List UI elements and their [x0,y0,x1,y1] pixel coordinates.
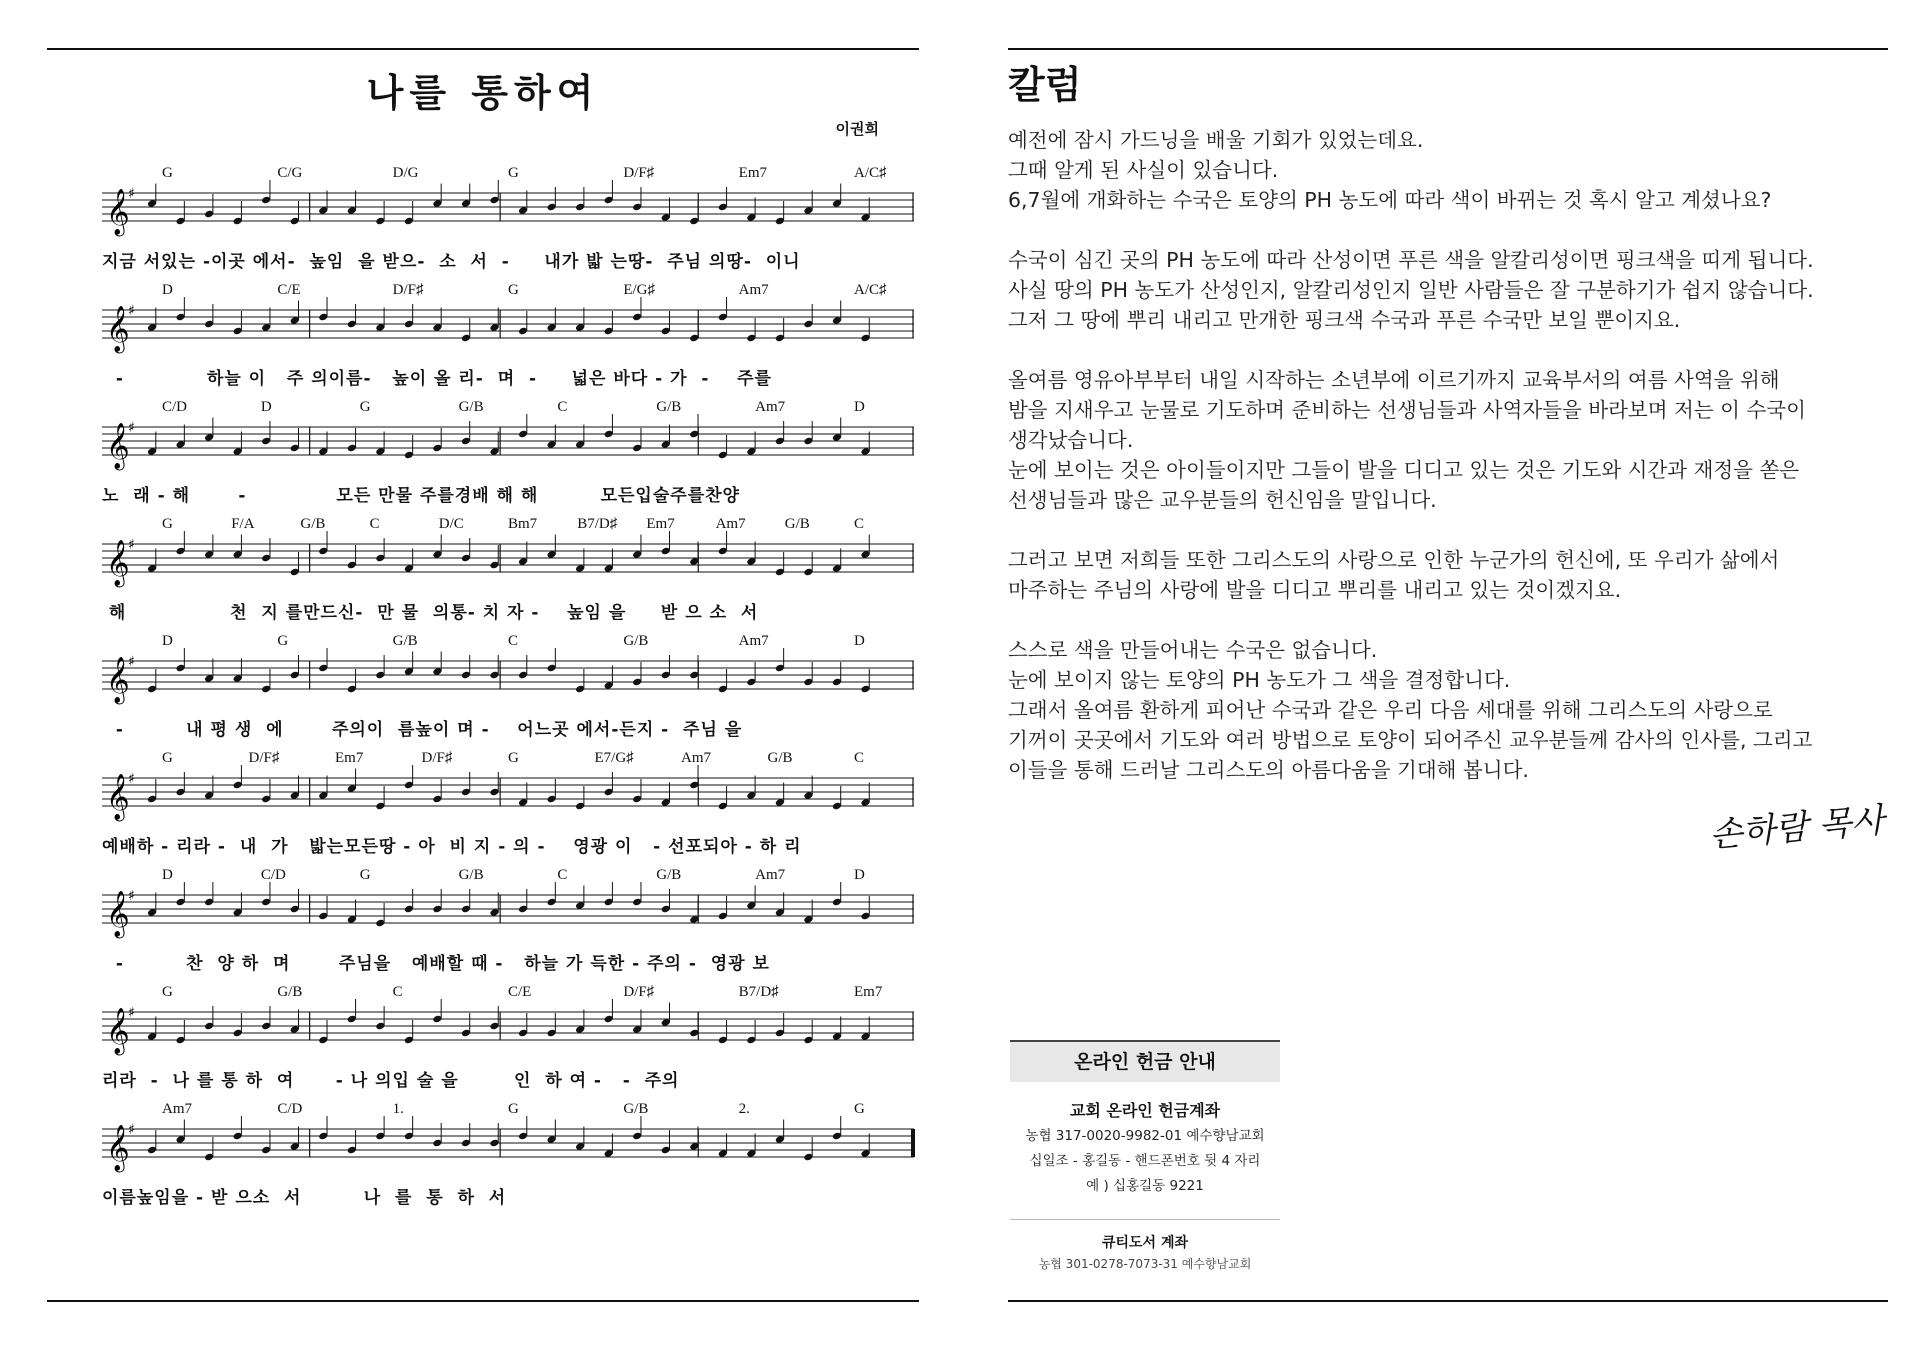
column-line: 기꺼이 곳곳에서 기도와 여러 방법으로 토양이 되어주신 교우분들께 감사의 인사를, 그리고 [1008,728,1813,752]
treble-clef-icon: 𝄞 [106,891,130,937]
chord-symbol: C [369,516,380,532]
staff [102,282,914,362]
chord-symbol: D [854,867,865,883]
chord-symbol: A/C♯ [854,282,887,298]
music-system [102,867,914,982]
lyric-line: - 찬 양 하 며 주님을 예배할 때 - 하늘 가 득한 - 주의 - 영광 보 [102,954,770,974]
chord-symbol: C [557,399,568,415]
chord-symbol: 1. [392,1101,404,1117]
column-line: 스스로 색을 만들어내는 수국은 없습니다. [1008,638,1378,662]
chord-symbol: G [162,984,173,1000]
chord-symbol: Bm7 [508,516,538,532]
key-signature-sharp-icon: ♯ [128,888,135,904]
chord-symbol: C/E [277,282,301,298]
column-heading: 칼럼 [1008,63,1082,107]
treble-clef-icon: 𝄞 [106,774,130,820]
staff [102,633,914,713]
column-line: 그러고 보면 저희들 또한 그리스도의 사랑으로 인한 누군가의 헌신에, 또 우리가 삶에서 [1008,548,1780,572]
chord-symbol: C [557,867,568,883]
chord-symbol: G [162,165,173,181]
chord-symbol: C [392,984,403,1000]
lyric-line: 지금 서있는 -이곳 에서- 높임 을 받으- 소 서 - 내가 밟 는땅- 주님 의땅- 이니 [102,252,801,272]
column-line: 그때 알게 된 사실이 있습니다. [1008,158,1279,182]
chord-symbol: G/B [767,750,793,766]
chord-symbol: G/B [784,516,810,532]
chord-symbol: G [508,750,519,766]
pastor-signature: 손하람 목사 [1707,800,1886,856]
treble-clef-icon: 𝄞 [106,189,130,235]
qt-account-line: 농협 301-0278-7073-31 예수향남교회 [1038,1257,1252,1271]
key-signature-sharp-icon: ♯ [128,303,135,319]
staff [102,516,914,596]
chord-symbol: F/A [231,516,255,532]
offering-account-title: 교회 온라인 헌금계좌 [1069,1101,1221,1120]
staff [102,399,914,479]
column-line: 사실 땅의 PH 농도가 산성인지, 알칼리성인지 일반 사람들은 잘 구분하기가 쉽지 않습니다. [1008,278,1814,302]
sheet-music-panel [47,60,919,1290]
column-line: 생각났습니다. [1008,428,1134,452]
chord-symbol: C/G [277,165,303,181]
online-offering-box [1010,1040,1280,1274]
chord-symbol: E7/G♯ [594,750,634,766]
chord-symbol: Em7 [738,165,767,181]
chord-symbol: C/D [162,399,188,415]
column-line: 올여름 영유아부부터 내일 시작하는 소년부에 이르기까지 교육부서의 여름 사역을 위해 [1008,368,1780,392]
music-system [102,516,914,631]
treble-clef-icon: 𝄞 [106,306,130,352]
chord-symbol: G [359,399,371,415]
music-system [102,165,914,280]
chord-symbol: Em7 [646,516,675,532]
chord-symbol: C [854,750,865,766]
key-signature-sharp-icon: ♯ [128,654,135,670]
key-signature-sharp-icon: ♯ [128,771,135,787]
chord-symbol: D [854,399,865,415]
column-line: 선생님들과 많은 교우분들의 헌신임을 말입니다. [1008,488,1437,512]
chord-symbol: D [162,867,173,883]
chord-symbol: C/D [277,1101,303,1117]
chord-symbol: A/C♯ [854,165,887,181]
chord-symbol: Am7 [715,516,746,532]
chord-symbol: C [508,633,519,649]
chord-symbol: G [162,516,173,532]
column-line: 마주하는 주님의 사랑에 발을 디디고 뿌리를 내리고 있는 것이겠지요. [1008,578,1622,602]
column-paragraph [1008,545,1888,605]
song-title: 나를 통하여 [366,71,600,115]
chord-symbol: D/F♯ [623,984,655,1000]
staff [102,984,914,1064]
chord-symbol: G/B [458,399,484,415]
treble-clef-icon: 𝄞 [106,1008,130,1054]
treble-clef-icon: 𝄞 [106,1125,130,1171]
chord-symbol: D [854,633,865,649]
chord-symbol: G [508,282,519,298]
treble-clef-icon: 𝄞 [106,540,130,586]
column-paragraph [1008,365,1888,515]
staff [102,867,914,947]
lyric-line: 해 천 지 를만드신- 만 물 의통- 치 자 - 높임 을 받 으 소 서 [102,603,759,623]
chord-symbol: Am7 [755,867,786,883]
chord-symbol: D/G [392,165,419,181]
chord-symbol: G/B [656,399,682,415]
key-signature-sharp-icon: ♯ [128,1005,135,1021]
key-signature-sharp-icon: ♯ [128,420,135,436]
top-rule-left [47,48,919,50]
column-body [1008,125,1888,815]
column-line: 이들을 통해 드러날 그리스도의 아름다움을 기대해 봅니다. [1008,758,1529,782]
chord-symbol: C/D [260,867,286,883]
chord-symbol: Em7 [335,750,364,766]
chord-symbol: G [277,633,289,649]
column-paragraph [1008,125,1888,215]
column-line: 눈에 보이지 않는 토양의 PH 농도가 그 색을 결정합니다. [1008,668,1511,692]
chord-symbol: G/B [392,633,418,649]
qt-account-title: 큐티도서 계좌 [1101,1235,1189,1251]
offering-line: 예 ) 십홍길동 9221 [1086,1178,1204,1194]
offering-line: 십일조 - 홍길동 - 핸드폰번호 뒷 4 자리 [1029,1153,1261,1169]
chord-symbol: D/F♯ [421,750,453,766]
column-line: 수국이 심긴 곳의 PH 농도에 따라 산성이면 푸른 색을 알칼리성이면 핑크색을 띠게 됩니다. [1008,248,1814,272]
staff [102,750,914,830]
chord-symbol: G/B [458,867,484,883]
chord-symbol: G [162,750,173,766]
chord-symbol: D [162,633,173,649]
chord-symbol: C/E [508,984,532,1000]
chord-symbol: E/G♯ [623,282,655,298]
key-signature-sharp-icon: ♯ [128,186,135,202]
chord-symbol: Am7 [681,750,711,766]
composer-name: 이권희 [835,120,879,138]
chord-symbol: G/B [656,867,682,883]
lyric-line: - 하늘 이 주 의이름- 높이 올 리- 며 - 넓은 바다 - 가 - 주를 [102,369,772,389]
music-system [102,282,914,397]
chord-symbol: G [359,867,371,883]
chord-symbol: D/C [438,516,464,532]
lyric-line: 노 래 - 해 - 모든 만물 주를경배 해 해 모든입술주를찬양 [102,486,740,506]
chord-symbol: Am7 [738,633,769,649]
column-line: 밤을 지새우고 눈물로 기도하며 준비하는 선생님들과 사역자들을 바라보며 저는 이 수국이 [1008,398,1806,422]
chord-symbol: D/F♯ [623,165,655,181]
music-system [102,750,914,865]
chord-symbol: B7/D♯ [738,984,779,1000]
chord-symbol: Em7 [854,984,883,1000]
music-system [102,984,914,1099]
chord-symbol: D/F♯ [392,282,424,298]
column-paragraph [1008,245,1888,335]
lyric-line: 이름높임을 - 받 으소 서 나 를 통 하 서 [102,1188,507,1208]
chord-symbol: D [260,399,272,415]
chord-symbol: G/B [623,1101,649,1117]
bottom-rule-left [47,1300,919,1302]
chord-symbol: B7/D♯ [577,516,618,532]
lyric-line: 예배하 - 리라 - 내 가 밟는모든땅 - 아 비 지 - 의 - 영광 이 - 선포되아 - 하 리 [102,837,802,857]
chord-symbol: G [508,1101,519,1117]
column-paragraph [1008,635,1888,785]
chord-symbol: G [508,165,519,181]
chord-symbol: Am7 [755,399,786,415]
chord-symbol: C [854,516,865,532]
treble-clef-icon: 𝄞 [106,423,130,469]
lyric-line: - 내 평 생 에 주의이 름높이 며 - 어느곳 에서-든지 - 주님 을 [102,720,743,740]
column-panel [1008,0,1888,1362]
key-signature-sharp-icon: ♯ [128,1122,135,1138]
staff [102,165,914,245]
lyric-line: 리라 - 나 를 통 하 여 - 나 의입 술 을 인 하 여 - - 주의 [102,1071,680,1091]
music-system [102,1101,914,1216]
column-line: 예전에 잠시 가드닝을 배울 기회가 있었는데요. [1008,128,1424,152]
column-line: 6,7월에 개화하는 수국은 토양의 PH 농도에 따라 색이 바뀌는 것 혹시 알고 계셨나요? [1008,188,1772,212]
offering-divider [1010,1219,1280,1220]
chord-symbol: G/B [300,516,326,532]
chord-symbol: 2. [738,1101,750,1117]
treble-clef-icon: 𝄞 [106,657,130,703]
chord-symbol: D/F♯ [248,750,280,766]
offering-title: 온라인 헌금 안내 [1010,1040,1280,1082]
staff [102,1101,914,1181]
offering-line: 농협 317-0020-9982-01 예수향남교회 [1025,1128,1265,1144]
music-system [102,399,914,514]
chord-symbol: Am7 [162,1101,192,1117]
chord-symbol: G/B [277,984,303,1000]
music-system [102,633,914,748]
key-signature-sharp-icon: ♯ [128,537,135,553]
chord-symbol: G/B [623,633,649,649]
column-line: 그저 그 땅에 뿌리 내리고 만개한 핑크색 수국과 푸른 수국만 보일 뿐이지요. [1008,308,1681,332]
chord-symbol: Am7 [738,282,769,298]
chord-symbol: G [854,1101,865,1117]
column-line: 그래서 올여름 환하게 피어난 수국과 같은 우리 다음 세대를 위해 그리스도의 사랑으로 [1008,698,1773,722]
column-line: 눈에 보이는 것은 아이들이지만 그들이 발을 디디고 있는 것은 기도와 시간과 재정을 쏟은 [1008,458,1800,482]
chord-symbol: D [162,282,173,298]
